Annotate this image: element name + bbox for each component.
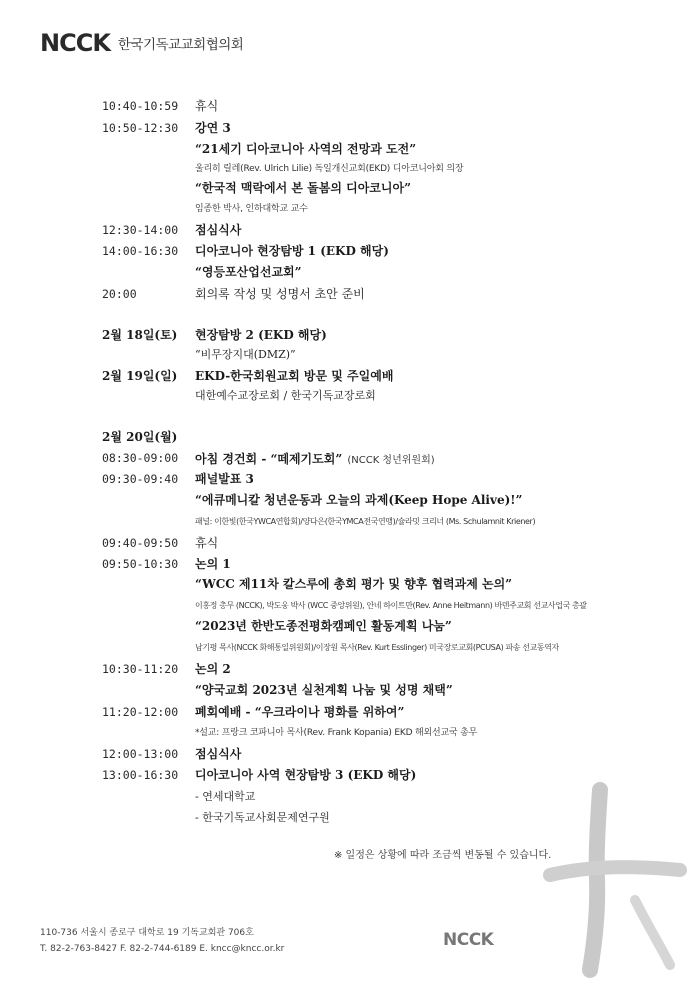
schedule-row <box>0 159 700 179</box>
speaker: 남기평 목사(NCCK 화해통일위원회)/이장원 목사(Rev. Kurt Esslinger) 미국장로교회(PCUSA) 파송 선교동역자 <box>195 643 559 652</box>
session-topic: “21세기 디아코니아 사역의 전망과 도전” <box>195 142 417 156</box>
session-topic: “2023년 한반도종전평화캠페인 활동계획 나눔” <box>195 619 452 633</box>
schedule-row <box>0 490 700 510</box>
session-title: 점심식사 <box>195 223 242 237</box>
time: 09:30-09:40 <box>102 472 179 486</box>
session-title: 디아코니아 사역 현장탐방 3 (EKD 해당) <box>195 768 417 782</box>
session-title: 강연 3 <box>195 121 231 135</box>
session-title: 디아코니아 현장탐방 1 (EKD 해당) <box>195 244 389 258</box>
org-name: 한국기독교교회협의회 <box>117 37 244 53</box>
session-title: 폐회예배 - “우크라이나 평화를 위하여” <box>195 705 405 719</box>
list-item: - 한국기독교사회문제연구원 <box>195 811 330 824</box>
time: 12:00-13:00 <box>102 747 179 761</box>
logo-text: NCCK <box>40 29 110 57</box>
schedule-row <box>0 96 700 116</box>
date: 2월 19일(일) <box>102 369 178 383</box>
schedule-row <box>0 554 700 574</box>
schedule-row <box>0 469 700 489</box>
schedule-row <box>0 574 700 594</box>
speaker: 이홍정 총무 (NCCK), 박도웅 박사 (WCC 중앙위원), 안네 하이트만(Rev. Anne Heitmann) 바덴주교회 선교사업국 총괄 <box>195 601 587 610</box>
schedule-row <box>0 139 700 159</box>
schedule-row <box>0 512 700 532</box>
schedule-row <box>0 118 700 138</box>
schedule-row <box>0 448 700 468</box>
schedule-row <box>0 386 700 406</box>
schedule-row <box>0 199 700 219</box>
brush-cross-watermark <box>540 780 690 980</box>
speaker: 임종한 박사, 인하대학교 교수 <box>195 204 308 214</box>
time: 11:20-12:00 <box>102 705 179 719</box>
schedule-row <box>0 702 700 722</box>
time: 10:30-11:20 <box>102 662 179 676</box>
session-title: 현장탐방 2 (EKD 해당) <box>195 328 327 342</box>
schedule-row <box>0 284 700 304</box>
time: 08:30-09:00 <box>102 451 179 465</box>
session-title: 패널발표 3 <box>195 472 254 486</box>
footer-logo: NCCK <box>443 930 494 950</box>
speaker: *설교: 프랑크 코파니아 목사(Rev. Frank Kopania) EKD 해외선교국 총무 <box>195 728 478 738</box>
list-item: - 연세대학교 <box>195 790 256 803</box>
schedule-row <box>0 596 700 616</box>
time: 12:30-14:00 <box>102 223 179 237</box>
session-topic: “영등포산업선교회” <box>195 265 302 279</box>
schedule-row <box>0 744 700 764</box>
schedule-row <box>0 241 700 261</box>
session-title: 논의 2 <box>195 662 231 676</box>
session-note: “비무장지대(DMZ)” <box>195 348 296 361</box>
session-title: 논의 1 <box>195 557 231 571</box>
speaker: 울리히 릴레(Rev. Ulrich Lilie) 독일개신교회(EKD) 디아코니아회 의장 <box>195 164 464 174</box>
schedule-row <box>0 366 700 386</box>
time: 20:00 <box>102 287 137 301</box>
ncck-logo <box>40 28 110 58</box>
schedule-row <box>0 427 700 447</box>
footer-contact: T. 82-2-763-8427 F. 82-2-744-6189 E. kncc@kncc.or.kr <box>40 944 285 954</box>
schedule-row <box>0 659 700 679</box>
schedule-row <box>0 262 700 282</box>
time: 09:50-10:30 <box>102 557 179 571</box>
schedule-row <box>0 178 700 198</box>
disclaimer: ※ 일정은 상황에 따라 조금씩 변동될 수 있습니다. <box>334 850 552 861</box>
session-topic: “WCC 제11차 칼스루에 총회 평가 및 향후 협력과제 논의” <box>195 577 513 591</box>
schedule-row <box>0 680 700 700</box>
session-topic: “한국적 맥락에서 본 돌봄의 디아코니아” <box>195 181 411 195</box>
time: 09:40-09:50 <box>102 536 179 550</box>
speaker: 패널: 이한빛(한국YWCA연합회)/양다은(한국YMCA전국연맹)/슐라밋 크리너 (Ms. Schulamnit Kriener) <box>195 517 536 526</box>
header <box>40 28 243 58</box>
date: 2월 18일(토) <box>102 328 178 342</box>
time: 10:50-12:30 <box>102 121 179 135</box>
schedule-row <box>0 533 700 553</box>
schedule-row <box>0 616 700 636</box>
session-host: (NCCK 청년위원회) <box>347 455 435 466</box>
schedule-row <box>0 325 700 345</box>
schedule-row <box>0 345 700 365</box>
time: 10:40-10:59 <box>102 99 179 113</box>
session-title: 휴식 <box>195 536 219 550</box>
footer-address: 110-736 서울시 종로구 대학로 19 기독교회관 706호 <box>40 928 254 938</box>
session-topic: “양국교회 2023년 실천계획 나눔 및 성명 채택” <box>195 683 453 697</box>
session-title: 점심식사 <box>195 747 242 761</box>
date: 2월 20일(월) <box>102 430 178 444</box>
footer <box>40 925 284 957</box>
session-title: 휴식 <box>195 99 219 113</box>
time: 13:00-16:30 <box>102 768 179 782</box>
session-title: 아침 경건회 - “떼제기도회” <box>195 452 343 466</box>
session-title-group <box>195 448 435 471</box>
session-note: 대한예수교장로회 / 한국기독교장로회 <box>195 389 376 402</box>
schedule-row <box>0 220 700 240</box>
session-topic: “에큐메니칼 청년운동과 오늘의 과제(Keep Hope Alive)!” <box>195 493 523 507</box>
time: 14:00-16:30 <box>102 244 179 258</box>
schedule-row <box>0 723 700 743</box>
schedule-row <box>0 638 700 658</box>
session-title: 회의록 작성 및 성명서 초안 준비 <box>195 287 365 301</box>
session-title: EKD-한국회원교회 방문 및 주일예배 <box>195 369 394 383</box>
